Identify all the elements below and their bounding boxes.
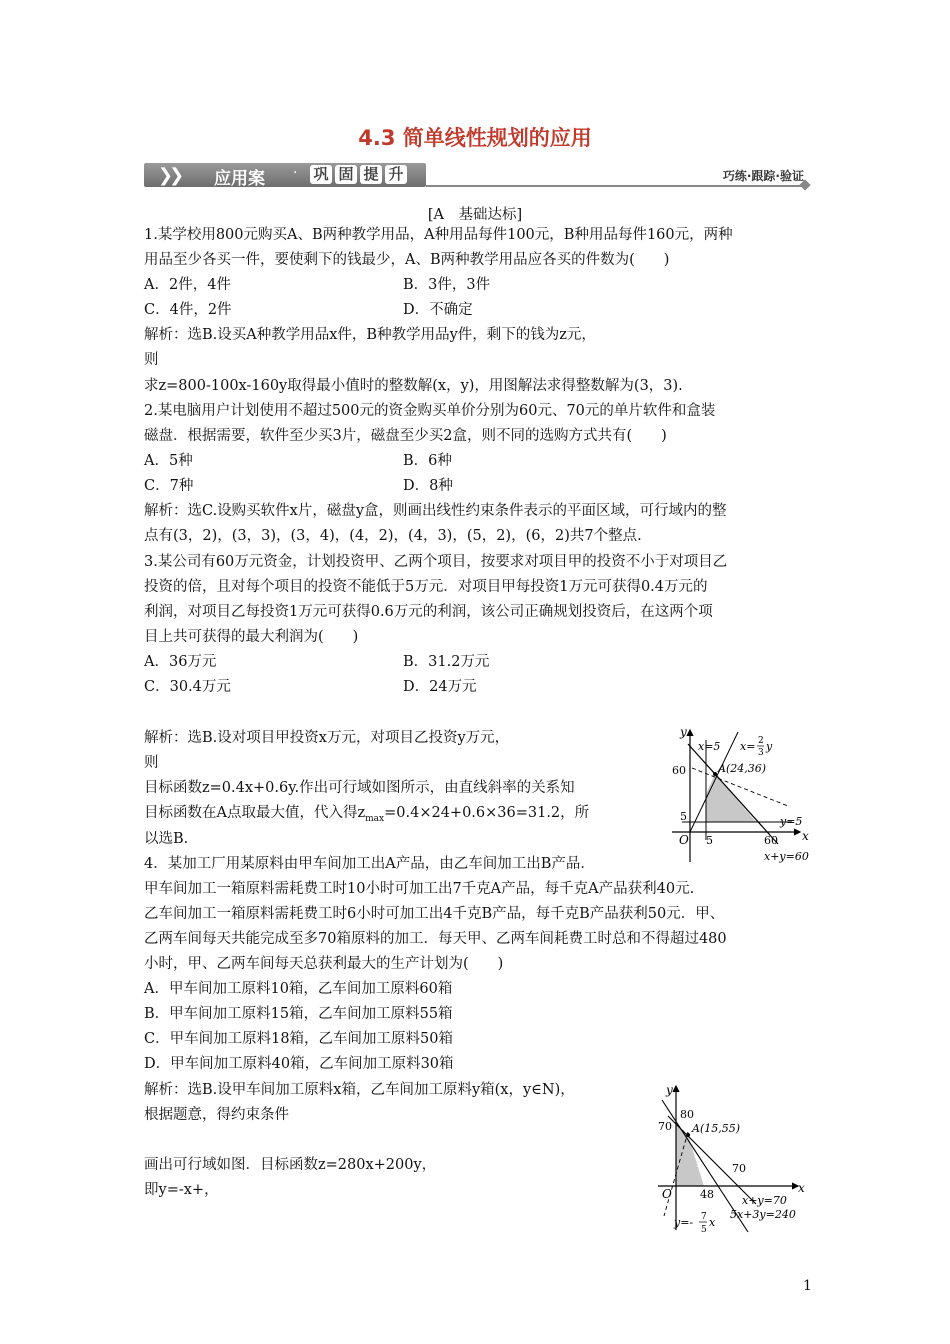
fig1-tick-60x: 60 bbox=[764, 834, 778, 847]
q3-solution: 以选B. bbox=[144, 831, 189, 847]
banner-box: 提 bbox=[360, 165, 382, 184]
q1-solution: 求z=800-100x-160y取得最小值时的整数解(x，y)，用图解法求得整数解为(3，3). bbox=[144, 378, 683, 394]
fig2-objective-label bbox=[673, 1212, 716, 1235]
q4-stem: 乙车间加工一箱原料需耗费工时6小时可加工出4千克B产品，每千克B产品获利50元．甲、 bbox=[144, 906, 725, 922]
q3-stem: 利润，对项目乙每投资1万元可获得0.6万元的利润，该公司正确规划投资后，在这两个项 bbox=[144, 604, 713, 620]
fig2-tick-70y: 70 bbox=[658, 1120, 672, 1133]
q3-stem: 目上共可获得的最大利润为( ) bbox=[144, 629, 359, 645]
line-x-plus-y-eq-60 bbox=[688, 744, 778, 844]
q3-solution bbox=[144, 803, 589, 829]
q3-option-c: C．30.4万元 bbox=[144, 679, 231, 695]
q4-stem: 4．某加工厂用某原料由甲车间加工出A产品，由乙车间加工出B产品． bbox=[144, 856, 595, 872]
point-a bbox=[713, 772, 717, 776]
fig1-x5-label: x=5 bbox=[698, 740, 721, 753]
q2-solution: 解析：选C.设购买软件x片，磁盘y盒，则画出线性约束条件表示的平面区域，可行域内的整 bbox=[144, 503, 727, 519]
fig1-tick-60y: 60 bbox=[672, 764, 686, 777]
q1-solution: 解析：选B.设买A种教学用品x件，B种教学用品y件，剩下的钱为z元， bbox=[144, 327, 596, 343]
fig1-x23y-den: 3 bbox=[758, 748, 764, 758]
fig1-point-a-label: A(24,36) bbox=[718, 762, 767, 775]
fig2-tick-48: 48 bbox=[700, 1188, 714, 1201]
fig2-y-label: y bbox=[666, 1083, 673, 1097]
feasible-region-figure-2 bbox=[648, 1080, 818, 1242]
q3-solution: 解析：选B.设对项目甲投资x万元，对项目乙投资y万元， bbox=[144, 730, 510, 746]
q1-option-b: B．3件，3件 bbox=[403, 277, 491, 293]
q3-solution-text: 目标函数在A点取最大值，代入得z bbox=[144, 805, 366, 821]
fig1-x23y-num: 2 bbox=[758, 736, 764, 746]
q3-stem: 3.某公司有60万元资金，计划投资甲、乙两个项目，按要求对项目甲的投资不小于对项目乙 bbox=[144, 554, 728, 570]
fig1-x23y-b: y bbox=[766, 740, 773, 753]
q4-stem: 乙两车间每天共能完成至多70箱原料的加工．每天甲、乙两车间耗费工时总和不得超过480 bbox=[144, 931, 727, 947]
q1-stem: 用品至少各买一件，要使剩下的钱最少，A、B两种教学用品应各买的件数为( ) bbox=[144, 252, 670, 268]
q3-option-a: A．36万元 bbox=[144, 654, 217, 670]
q4-solution: 即y=-x+， bbox=[144, 1182, 219, 1198]
fig2-tick-70x: 70 bbox=[732, 1162, 746, 1175]
fig2-5x-label: 5x+3y=240 bbox=[730, 1208, 796, 1221]
q2-option-d: D．8种 bbox=[403, 478, 453, 494]
q2-option-b: B．6种 bbox=[403, 453, 452, 469]
q4-option-b: B．甲车间加工原料15箱，乙车间加工原料55箱 bbox=[144, 1006, 453, 1022]
q1-option-d: D．不确定 bbox=[403, 302, 473, 318]
banner-box: 巩 bbox=[310, 165, 332, 184]
section-heading: [A 基础达标] bbox=[427, 207, 523, 223]
q4-solution: 解析：选B.设甲车间加工原料x箱，乙车间加工原料y箱(x，y∈N)， bbox=[144, 1082, 575, 1098]
q4-stem: 甲车间加工一箱原料需耗费工时10小时可加工出7千克A产品，每千克A产品获利40元. bbox=[144, 881, 695, 897]
q2-option-c: C．7种 bbox=[144, 478, 194, 494]
fig2-tick-80: 80 bbox=[680, 1108, 694, 1121]
q4-solution: 根据题意，得约束条件 bbox=[144, 1107, 289, 1123]
q2-solution: 点有(3，2)，(3，3)，(3，4)，(4，2)，(4，3)，(5，2)，(6，2)共7个整点. bbox=[144, 528, 642, 544]
feasible-region bbox=[706, 774, 756, 822]
point-a bbox=[686, 1133, 690, 1137]
q4-option-d: D．甲车间加工原料40箱，乙车间加工原料30箱 bbox=[144, 1056, 454, 1072]
banner-subtitle: 巧练·跟踪·验证 bbox=[722, 169, 804, 183]
fig2-point-a-label: A(15,55) bbox=[692, 1122, 741, 1135]
banner-rule bbox=[426, 185, 806, 187]
q1-stem: 1.某学校用800元购买A、B两种教学用品，A种用品每件100元，B种用品每件160元，两种 bbox=[144, 227, 733, 243]
q3-solution: 则 bbox=[144, 755, 159, 771]
fig1-y-label: y bbox=[680, 725, 687, 739]
banner-boxes bbox=[310, 165, 407, 184]
fig2-y-num: 7 bbox=[701, 1212, 707, 1222]
chevron-right-icon: ❯❯ bbox=[158, 165, 181, 186]
feasible-region-figure-1 bbox=[660, 722, 820, 867]
fig2-origin: O bbox=[662, 1187, 672, 1201]
q3-solution: 目标函数z=0.4x+0.6y.作出可行域如图所示，由直线斜率的关系知 bbox=[144, 780, 575, 796]
fig2-sum-label: x+y=70 bbox=[742, 1194, 787, 1207]
q3-solution-sub: max bbox=[365, 813, 385, 824]
q1-solution: 则 bbox=[144, 352, 159, 368]
banner-dot: · bbox=[293, 165, 298, 181]
fig1-sum-label: x+y=60 bbox=[764, 850, 809, 863]
q4-option-c: C．甲车间加工原料18箱，乙车间加工原料50箱 bbox=[144, 1031, 453, 1047]
fig1-x23y-label bbox=[740, 736, 773, 758]
fig1-x23y-a: x= bbox=[740, 740, 756, 753]
q4-option-a: A．甲车间加工原料10箱，乙车间加工原料60箱 bbox=[144, 981, 453, 997]
section-banner bbox=[144, 163, 810, 187]
q3-option-d: D．24万元 bbox=[403, 679, 477, 695]
banner-box: 升 bbox=[385, 165, 407, 184]
q1-option-a: A．2件，4件 bbox=[144, 277, 231, 293]
q2-stem: 2.某电脑用户计划使用不超过500元的资金购买单价分别为60元、70元的单片软件和盒装 bbox=[144, 403, 716, 419]
fig1-tick-5x: 5 bbox=[706, 834, 713, 847]
fig1-x-label: x bbox=[802, 829, 809, 843]
fig2-x-label: x bbox=[798, 1181, 805, 1195]
q3-solution-text: =0.4×24+0.6×36=31.2，所 bbox=[384, 805, 590, 821]
page-number: 1 bbox=[803, 1278, 812, 1294]
q4-stem: 小时，甲、乙两车间每天总获利最大的生产计划为( ) bbox=[144, 956, 504, 972]
fig2-y-a: y=- bbox=[674, 1216, 694, 1229]
fig2-y-den: 5 bbox=[701, 1225, 707, 1235]
q3-stem: 投资的倍，且对每个项目的投资不能低于5万元．对项目甲每投资1万元可获得0.4万元的 bbox=[144, 579, 708, 595]
fig1-y5-label: y=5 bbox=[780, 815, 803, 828]
q3-option-b: B．31.2万元 bbox=[403, 654, 490, 670]
page-title: 4.3 简单线性规划的应用 bbox=[358, 126, 592, 150]
banner-label: 应用案 bbox=[214, 169, 265, 189]
q2-stem: 磁盘．根据需要，软件至少买3片，磁盘至少买2盒，则不同的选购方式共有( ) bbox=[144, 428, 667, 444]
q4-solution: 画出可行域如图．目标函数z=280x+200y， bbox=[144, 1157, 437, 1173]
fig1-tick-5y: 5 bbox=[680, 810, 687, 823]
q2-option-a: A．5种 bbox=[144, 453, 193, 469]
banner-box: 固 bbox=[335, 165, 357, 184]
fig1-origin: O bbox=[679, 833, 689, 847]
q1-option-c: C．4件，2件 bbox=[144, 302, 232, 318]
fig2-y-b: x bbox=[709, 1216, 716, 1229]
